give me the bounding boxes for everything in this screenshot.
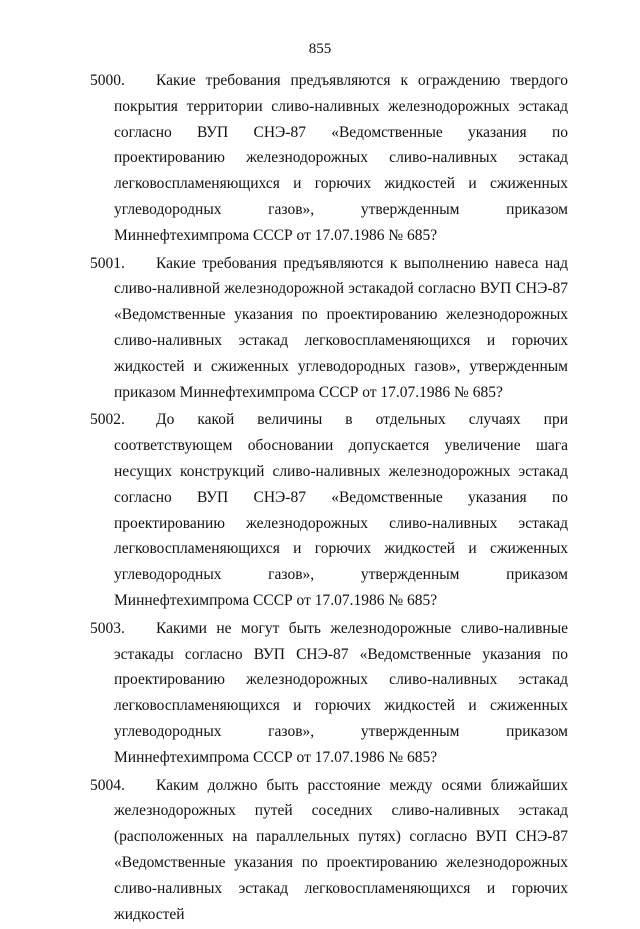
question-number: 5000. [90,72,125,89]
page-number: 855 [308,41,332,57]
question-number: 5001. [90,254,125,272]
question-text: Каким должно быть расстояние между осями ближайших железнодорожных путей соседних сливо-наливных эстакад (расположенных на параллельных путях) согласно ВУП СНЭ-87 «Ведомственные указания по проектированию железнодорожных сливо-наливных эстакад легковоспламеняющихся и горючих жидкостей [114,776,568,923]
question-text: Какими не могут быть железнодорожные сливо-наливные эстакады согласно ВУП СНЭ-87 «Ведомственные указания по проектированию железнодорожных сливо-наливных эстакад легковоспламеняющихся и горючих жидкостей и сжиженных углеводородных газов», утвержденным приказом Миннефтехимпрома СССР от 17.07.1986 № 685? [114,619,568,766]
question-number: 5003. [90,619,125,637]
question-item [90,407,568,613]
question-item [90,68,568,249]
question-text: Какие требования предъявляются к ограждению твердого покрытия территории сливо-наливных железнодорожных эстакад согласно ВУП СНЭ-87 «Ведомственные указания по проектированию железнодорожных сливо-наливных эстакад легковоспламеняющихся и горючих жидкостей и сжиженных углеводородных газов», утвержденным приказом Миннефтехимпрома СССР от 17.07.1986 № 685? [114,72,568,244]
question-text: До какой величины в отдельных случаях при соответствующем обосновании допускается увеличение шага несущих конструкций сливо-наливных железнодорожных эстакад согласно ВУП СНЭ-87 «Ведомственные указания по проектированию железнодорожных сливо-наливных эстакад легковоспламеняющихся и горючих жидкостей и сжиженных углеводородных газов», утвержденным приказом Миннефтехимпрома СССР от 17.07.1986 № 685? [114,411,568,609]
question-list [90,68,568,929]
question-text: Какие требования предъявляются к выполнению навеса над сливо-наливной железнодорожной эстакадой согласно ВУП СНЭ-87 «Ведомственные указания по проектированию железнодорожных сливо-наливных эстакад легковоспламеняющихся и горючих жидкостей и сжиженных углеводородных газов», утвержденным приказом Миннефтехимпрома СССР от 17.07.1986 № 685? [114,254,568,401]
question-number: 5004. [90,776,125,794]
question-number: 5002. [90,411,125,429]
question-item [90,251,568,406]
question-item [90,616,568,771]
question-item [90,773,568,928]
